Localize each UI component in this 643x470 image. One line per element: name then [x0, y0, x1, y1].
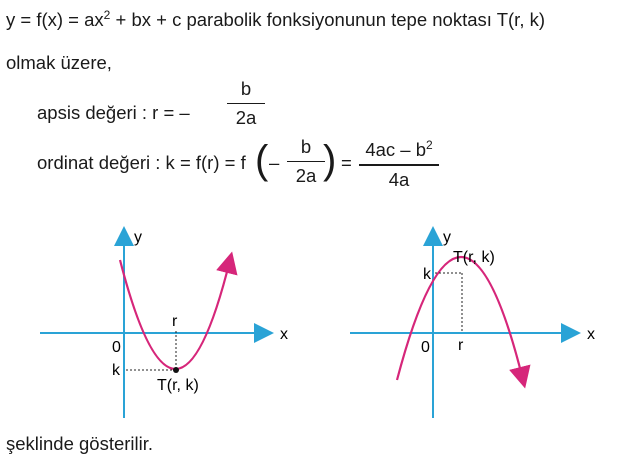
open-paren: (: [255, 138, 269, 182]
y-axis-label: y: [443, 229, 451, 246]
x-axis-label: x: [587, 326, 595, 343]
fraction-denominator: 2a: [295, 165, 317, 187]
ordinat-inner-fraction: [287, 136, 325, 187]
parabola-curve: [397, 257, 523, 380]
exponent: 2: [103, 8, 111, 22]
vertex-point: [173, 367, 179, 373]
intro-formula: y = f(x) = ax: [6, 9, 104, 31]
equals-sign: =: [341, 152, 352, 173]
fraction-bar: [287, 161, 325, 162]
k-label: k: [112, 362, 120, 379]
fraction-denominator: 2a: [235, 107, 257, 129]
fraction-bar: [227, 103, 265, 104]
graph-downward-parabola: [345, 218, 625, 428]
k-label: k: [423, 266, 431, 283]
apsis-label: apsis değeri : r = –: [37, 102, 190, 123]
vertex-label: T(r, k): [157, 377, 199, 394]
numerator-text: 4ac – b: [365, 139, 426, 161]
fraction-denominator: 4a: [388, 168, 410, 190]
origin-label: 0: [421, 339, 430, 356]
fraction-bar: [359, 164, 439, 165]
close-paren: ): [323, 138, 337, 182]
intro-text: + bx + c parabolik fonksiyonunun tepe noktası T(r, k): [110, 9, 546, 31]
exponent: 2: [426, 138, 433, 152]
fraction-numerator: [359, 134, 439, 161]
origin-label: 0: [112, 339, 121, 356]
ordinat-label: ordinat değeri : k = f(r) = f: [37, 152, 246, 173]
ordinat-result-fraction: [359, 134, 439, 191]
footer-text: şeklinde gösterilir.: [6, 433, 154, 454]
apsis-fraction: [227, 78, 265, 129]
vertex-label: T(r, k): [453, 249, 495, 266]
fraction-numerator: b: [300, 136, 312, 157]
graph-upward-parabola: [30, 218, 330, 428]
intro-line-1: [6, 8, 545, 31]
intro-line-2: olmak üzere,: [6, 52, 112, 73]
r-label: r: [172, 313, 178, 330]
x-axis-label: x: [280, 326, 288, 343]
minus-sign: –: [269, 152, 280, 173]
fraction-numerator: b: [240, 78, 252, 99]
y-axis-label: y: [134, 229, 142, 246]
r-label: r: [458, 337, 464, 354]
